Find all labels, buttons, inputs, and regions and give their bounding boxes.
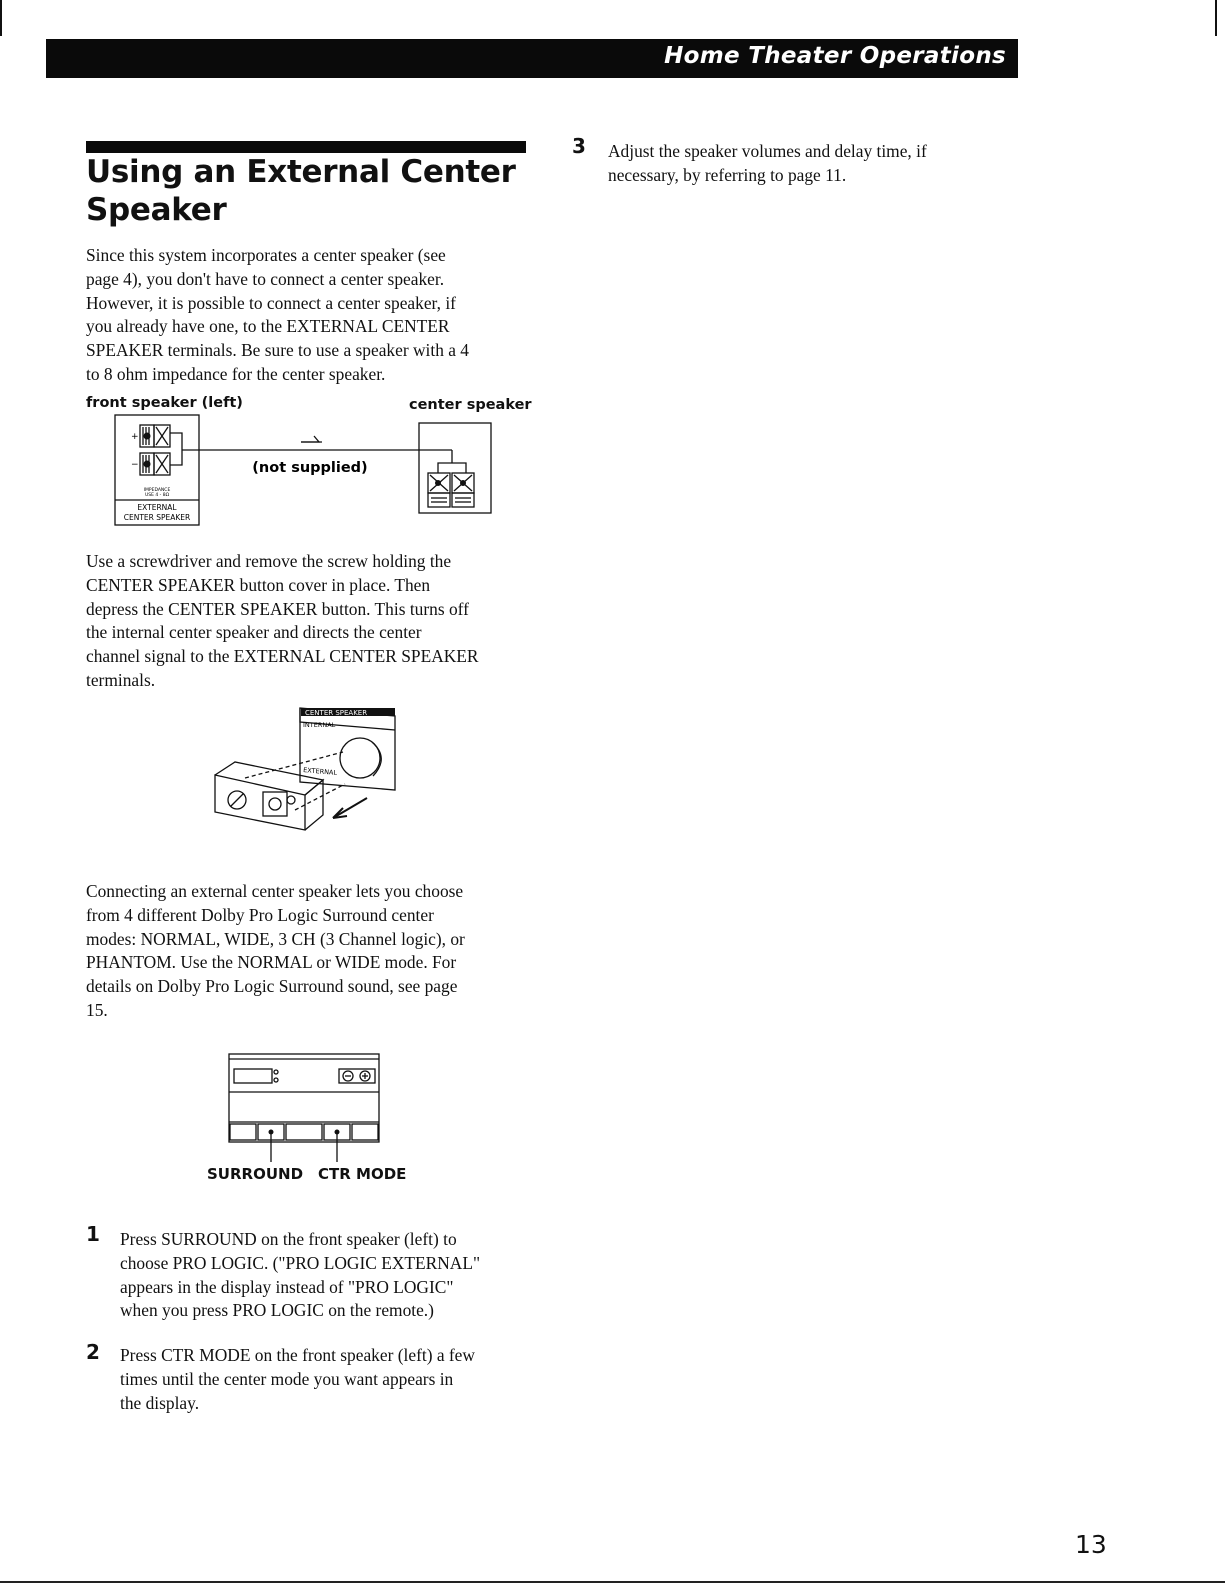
step-3-text	[608, 140, 1028, 188]
screwdriver-line: terminals.	[86, 669, 156, 690]
modes-line: modes: NORMAL, WIDE, 3 CH (3 Channel logic), or	[86, 928, 465, 949]
step-3-line: Adjust the speaker volumes and delay time, if	[608, 141, 927, 161]
modes-line: details on Dolby Pro Logic Surround sound, see page	[86, 976, 458, 997]
plus-sign: +	[131, 432, 139, 442]
screwdriver-paragraph	[86, 550, 526, 693]
front-speaker-label: front speaker (left)	[86, 395, 243, 411]
section-title	[86, 153, 516, 229]
center-speaker-box	[419, 423, 491, 513]
screw-icon	[269, 798, 281, 810]
step-1-number: 1	[86, 1222, 100, 1246]
screwdriver-line: Use a screwdriver and remove the screw holding the	[86, 551, 452, 571]
center-speaker-label: center speaker	[409, 397, 532, 413]
intro-line: page 4), you don't have to connect a center speaker.	[86, 268, 445, 289]
header-bar	[46, 39, 1018, 78]
modes-line: 15.	[86, 999, 108, 1020]
intro-line: However, it is possible to connect a center speaker, if	[86, 292, 456, 313]
page-edge-mark-right	[1215, 0, 1217, 36]
not-supplied-label: (not supplied)	[252, 460, 368, 476]
section-rule	[86, 141, 526, 153]
terminal-label-center-speaker: CENTER SPEAKER	[123, 513, 191, 522]
front-panel-diagram	[225, 1052, 385, 1164]
intro-line: you already have one, to the EXTERNAL CENTER	[86, 316, 450, 337]
display-window	[234, 1069, 272, 1083]
screwdriver-line: channel signal to the EXTERNAL CENTER SPEAKER	[86, 646, 479, 667]
step-2-line: the display.	[120, 1392, 200, 1413]
step-1-line: Press SURROUND on the front speaker (left) to	[120, 1229, 457, 1249]
screwdriver-line: CENTER SPEAKER button cover in place. Then	[86, 574, 431, 595]
internal-label: INTERNAL	[303, 721, 336, 729]
modes-line: Connecting an external center speaker lets you choose	[86, 881, 464, 901]
center-speaker-switch-diagram	[205, 700, 415, 860]
impedance-value-label: USE 4 - 8Ω	[144, 493, 170, 498]
section-title-line-2: Speaker	[86, 192, 227, 228]
terminal-label-external: EXTERNAL	[137, 503, 177, 512]
external-label: EXTERNAL	[302, 766, 338, 777]
step-1-line: when you press PRO LOGIC on the remote.)	[120, 1300, 434, 1321]
wiring-diagram	[110, 413, 510, 531]
removal-arrow-icon	[333, 798, 367, 818]
intro-line: SPEAKER terminals. Be sure to use a speaker with a 4	[86, 340, 470, 361]
step-3-line: necessary, by referring to page 11.	[608, 164, 847, 185]
intro-line: Since this system incorporates a center speaker (see	[86, 245, 446, 265]
step-2-line: times until the center mode you want appears in	[120, 1368, 454, 1389]
ctr-mode-label: CTR MODE	[318, 1165, 407, 1183]
cable-arrow-icon	[301, 436, 319, 442]
intro-line: to 8 ohm impedance for the center speaker.	[86, 363, 386, 384]
step-1-text	[120, 1228, 540, 1323]
step-1-line: appears in the display instead of "PRO LOGIC"	[120, 1276, 454, 1297]
header-title: Home Theater Operations	[664, 43, 1006, 69]
step-2-text	[120, 1344, 540, 1415]
intro-paragraph	[86, 244, 526, 387]
surround-label: SURROUND	[207, 1165, 304, 1183]
screwdriver-line: the internal center speaker and directs the center	[86, 622, 422, 643]
screwdriver-line: depress the CENTER SPEAKER button. This turns off	[86, 598, 469, 619]
front-panel	[229, 1054, 379, 1142]
switch-panel-title: CENTER SPEAKER	[305, 709, 368, 717]
minus-sign: −	[131, 460, 139, 470]
step-3-number: 3	[572, 134, 586, 158]
modes-line: from 4 different Dolby Pro Logic Surround center	[86, 904, 434, 925]
section-title-line-1: Using an External Center	[86, 154, 516, 190]
modes-line: PHANTOM. Use the NORMAL or WIDE mode. For	[86, 952, 457, 973]
step-1-line: choose PRO LOGIC. ("PRO LOGIC EXTERNAL"	[120, 1252, 481, 1273]
impedance-label: IMPEDANCE	[143, 488, 171, 493]
page-number: 13	[1075, 1530, 1107, 1559]
step-2-number: 2	[86, 1340, 100, 1364]
page-edge-mark-left	[0, 0, 2, 36]
step-2-line: Press CTR MODE on the front speaker (left) a few	[120, 1345, 475, 1365]
modes-paragraph	[86, 880, 526, 1023]
